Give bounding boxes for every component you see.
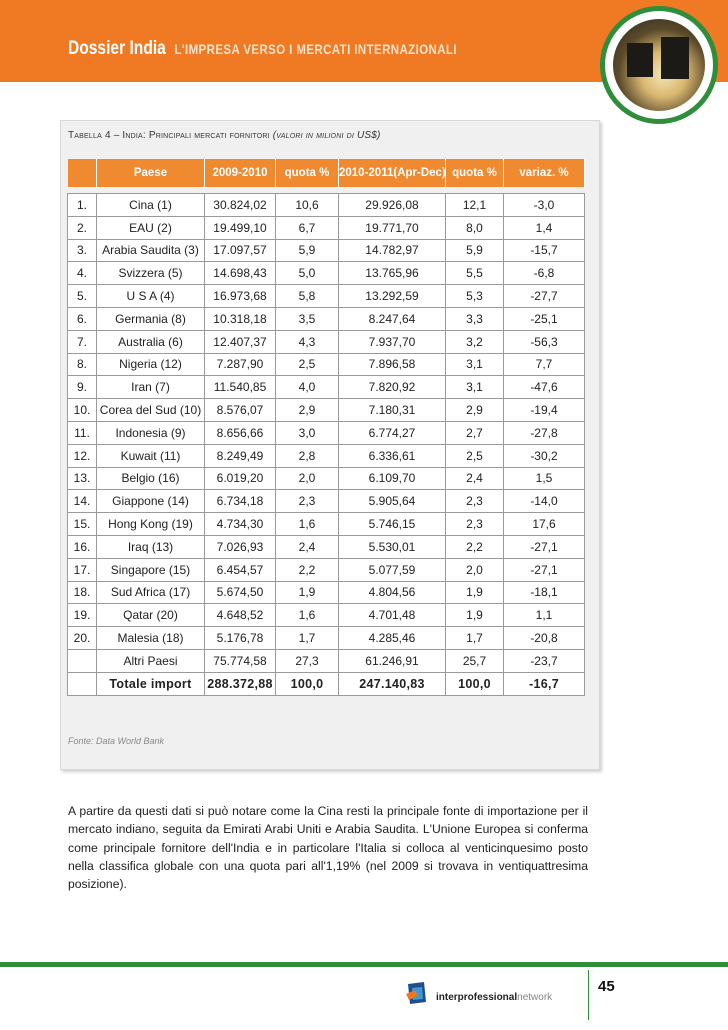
table-cell: 1,7 [446, 627, 504, 650]
table-cell: 8.656,66 [205, 421, 276, 444]
table-cell: Iran (7) [97, 376, 205, 399]
table-cell: 247.140,83 [339, 672, 446, 695]
table-cell: 4.804,56 [339, 581, 446, 604]
table-cell: 5.674,50 [205, 581, 276, 604]
page-header-title [68, 38, 457, 60]
source-note: Fonte: Data World Bank [68, 736, 165, 746]
table-cell: 6.336,61 [339, 444, 446, 467]
table-cell: 3,5 [276, 307, 339, 330]
table-cell: Iraq (13) [97, 535, 205, 558]
table-cell: Singapore (15) [97, 558, 205, 581]
table-header-row [68, 159, 585, 187]
table-cell: Malesia (18) [97, 627, 205, 650]
table-cell: Svizzera (5) [97, 262, 205, 285]
table-cell: 4.648,52 [205, 604, 276, 627]
table-cell: 61.246,91 [339, 649, 446, 672]
table-cell: 8.576,07 [205, 399, 276, 422]
footer-separator [588, 970, 589, 1020]
table-row [68, 649, 585, 672]
table-cell: -27,8 [504, 421, 585, 444]
table-cell: 17.097,57 [205, 239, 276, 262]
table-cell: 7.287,90 [205, 353, 276, 376]
table-cell: 3,1 [446, 353, 504, 376]
table-cell: 8,0 [446, 216, 504, 239]
table-caption [68, 130, 381, 141]
page-number: 45 [598, 978, 615, 995]
table-cell: 6. [68, 307, 97, 330]
table-cell: 7.026,93 [205, 535, 276, 558]
table-cell: 8. [68, 353, 97, 376]
table-cell: 1,7 [276, 627, 339, 650]
column-header: quota % [276, 159, 339, 187]
table-row [68, 353, 585, 376]
footer-brand [436, 992, 552, 1003]
table-cell: -15,7 [504, 239, 585, 262]
table-cell: Indonesia (9) [97, 421, 205, 444]
table-cell: -16,7 [504, 672, 585, 695]
table-cell: 10. [68, 399, 97, 422]
table-cell: -3,0 [504, 194, 585, 217]
table-row [68, 262, 585, 285]
table-row [68, 581, 585, 604]
table-row [68, 239, 585, 262]
table-cell: 288.372,88 [205, 672, 276, 695]
table-cell: 2,4 [276, 535, 339, 558]
table-cell: 1,6 [276, 513, 339, 536]
table-cell: Cina (1) [97, 194, 205, 217]
table-cell: Australia (6) [97, 330, 205, 353]
body-paragraph: A partire da questi dati si può notare come la Cina resti la principale fonte di importazione per il mercato indiano, seguita da Emirati Arabi Uniti e Arabia Saudita. L'Unione Europea si conferma come principale fornitore dell'India e in particolare l'Italia si colloca al venticinquesimo posto nella classifica globale con una quota pari all'1,19% (nel 2009 si trovava in ventiquattresima posizione). [68, 804, 588, 892]
table-cell: 5.176,78 [205, 627, 276, 650]
table-cell: -30,2 [504, 444, 585, 467]
table-row [68, 330, 585, 353]
table-cell: -14,0 [504, 490, 585, 513]
table-cell: -27,7 [504, 285, 585, 308]
table-cell: 75.774,58 [205, 649, 276, 672]
table-cell: 17. [68, 558, 97, 581]
table-cell: 5,3 [446, 285, 504, 308]
table-row [68, 604, 585, 627]
table-cell: 7.896,58 [339, 353, 446, 376]
table-cell: Qatar (20) [97, 604, 205, 627]
table-cell: 12,1 [446, 194, 504, 217]
table-cell: 7.937,70 [339, 330, 446, 353]
table-cell: 20. [68, 627, 97, 650]
table-cell: 6.734,18 [205, 490, 276, 513]
table-caption-label: Tabella 4 – India: Principali mercati fornitori [68, 130, 270, 141]
table-cell: 14.782,97 [339, 239, 446, 262]
interprofessional-logo-icon [406, 980, 428, 1006]
table-body [68, 187, 585, 695]
table-cell: 3. [68, 239, 97, 262]
table-cell: 6.774,27 [339, 421, 446, 444]
table-cell: 18. [68, 581, 97, 604]
table-cell: Arabia Saudita (3) [97, 239, 205, 262]
table-cell: 1,4 [504, 216, 585, 239]
table-cell: 6.109,70 [339, 467, 446, 490]
table-cell: Sud Africa (17) [97, 581, 205, 604]
photo-silhouette-right [661, 37, 689, 79]
table-cell: 2,3 [276, 490, 339, 513]
table-cell: 5,0 [276, 262, 339, 285]
header-title-main: Dossier India [68, 38, 166, 59]
table-cell: -47,6 [504, 376, 585, 399]
table-cell: 7.180,31 [339, 399, 446, 422]
table-cell: 2,5 [446, 444, 504, 467]
table-cell: 2,3 [446, 490, 504, 513]
table-cell: 9. [68, 376, 97, 399]
footer-brand-bold: interprofessional [436, 992, 518, 1003]
table-cell: -20,8 [504, 627, 585, 650]
table-row [68, 194, 585, 217]
table-row [68, 535, 585, 558]
table-cell: Giappone (14) [97, 490, 205, 513]
table-cell: 3,0 [276, 421, 339, 444]
table-cell: 19.771,70 [339, 216, 446, 239]
table-cell: 30.824,02 [205, 194, 276, 217]
table-cell: 5,8 [276, 285, 339, 308]
table-cell: 13.292,59 [339, 285, 446, 308]
column-header: quota % [446, 159, 504, 187]
table-cell: 3,2 [446, 330, 504, 353]
table-cell: 8.247,64 [339, 307, 446, 330]
table-cell: 14.698,43 [205, 262, 276, 285]
table-cell: -27,1 [504, 535, 585, 558]
table-cell: 12.407,37 [205, 330, 276, 353]
table-cell: 5.530,01 [339, 535, 446, 558]
column-header: 2010-2011(Apr-Dec) [339, 159, 446, 187]
table-cell: 2,9 [446, 399, 504, 422]
table-cell: 2,0 [276, 467, 339, 490]
table-cell: 10.318,18 [205, 307, 276, 330]
table-cell: 5.077,59 [339, 558, 446, 581]
table-cell: -18,1 [504, 581, 585, 604]
table-cell: Totale import [97, 672, 205, 695]
table-cell: Corea del Sud (10) [97, 399, 205, 422]
table-cell: 2,4 [446, 467, 504, 490]
table-cell: Altri Paesi [97, 649, 205, 672]
table-cell: 2,8 [276, 444, 339, 467]
table-cell: 11. [68, 421, 97, 444]
column-header: 2009-2010 [205, 159, 276, 187]
column-header: variaz. % [504, 159, 585, 187]
table-cell: 100,0 [446, 672, 504, 695]
table-cell: 16. [68, 535, 97, 558]
header-title-sub: L'IMPRESA VERSO I MERCATI INTERNAZIONALI [174, 41, 457, 57]
table-cell: 1,9 [446, 604, 504, 627]
table-cell: -56,3 [504, 330, 585, 353]
table-cell: -19,4 [504, 399, 585, 422]
table-caption-unit: (valori in milioni di US$) [272, 130, 381, 141]
table-cell: 2. [68, 216, 97, 239]
table-cell: 12. [68, 444, 97, 467]
table-cell: 17,6 [504, 513, 585, 536]
table-cell: 7. [68, 330, 97, 353]
table-cell: -27,1 [504, 558, 585, 581]
table-cell: 1,9 [276, 581, 339, 604]
footer-divider [0, 962, 728, 967]
table-cell: Germania (8) [97, 307, 205, 330]
table-cell: 27,3 [276, 649, 339, 672]
table-cell: 15. [68, 513, 97, 536]
table-row [68, 376, 585, 399]
table-cell: 10,6 [276, 194, 339, 217]
table-cell: 1,6 [276, 604, 339, 627]
table-cell: 6.454,57 [205, 558, 276, 581]
table-cell: 5,5 [446, 262, 504, 285]
table-cell: 4,0 [276, 376, 339, 399]
table-cell: 2,5 [276, 353, 339, 376]
table-cell: Belgio (16) [97, 467, 205, 490]
table-cell: 19.499,10 [205, 216, 276, 239]
table-cell: -23,7 [504, 649, 585, 672]
table-cell: 8.249,49 [205, 444, 276, 467]
table-cell: 4.734,30 [205, 513, 276, 536]
table-cell: 2,0 [446, 558, 504, 581]
table-row [68, 627, 585, 650]
photo-silhouette-left [627, 43, 653, 77]
column-header: Paese [97, 159, 205, 187]
table-cell: 29.926,08 [339, 194, 446, 217]
table-cell: 2,2 [276, 558, 339, 581]
table-row [68, 672, 585, 695]
table-cell: U S A (4) [97, 285, 205, 308]
footer-brand-light: network [517, 992, 553, 1003]
table-cell: 4,3 [276, 330, 339, 353]
table-cell: 1,9 [446, 581, 504, 604]
table-cell: -6,8 [504, 262, 585, 285]
table-cell: Nigeria (12) [97, 353, 205, 376]
table-cell: 2,7 [446, 421, 504, 444]
table-cell: 5.905,64 [339, 490, 446, 513]
table-cell: 14. [68, 490, 97, 513]
table-cell [68, 649, 97, 672]
table-row [68, 399, 585, 422]
table-cell: 6,7 [276, 216, 339, 239]
table-cell: 4.701,48 [339, 604, 446, 627]
table-cell [68, 672, 97, 695]
table-row [68, 307, 585, 330]
table-row [68, 467, 585, 490]
table-row [68, 421, 585, 444]
table-cell: 100,0 [276, 672, 339, 695]
table-cell: 2,9 [276, 399, 339, 422]
table-cell: 4.285,46 [339, 627, 446, 650]
header-photo-badge [600, 6, 718, 124]
table-cell: 7.820,92 [339, 376, 446, 399]
table-cell: -25,1 [504, 307, 585, 330]
table-cell: 7,7 [504, 353, 585, 376]
table-cell: 2,3 [446, 513, 504, 536]
table-row [68, 513, 585, 536]
table-cell: 1,1 [504, 604, 585, 627]
table-cell: 5,9 [276, 239, 339, 262]
table-cell: 4. [68, 262, 97, 285]
table-row [68, 490, 585, 513]
table-row [68, 444, 585, 467]
table-cell: 19. [68, 604, 97, 627]
table-cell: 3,3 [446, 307, 504, 330]
table-cell: 1,5 [504, 467, 585, 490]
table-cell: 6.019,20 [205, 467, 276, 490]
table-row [68, 285, 585, 308]
suppliers-table [67, 159, 585, 696]
table-row [68, 558, 585, 581]
table-cell: 2,2 [446, 535, 504, 558]
column-header [68, 159, 97, 187]
table-cell: Kuwait (11) [97, 444, 205, 467]
table-cell: 3,1 [446, 376, 504, 399]
table-cell: 16.973,68 [205, 285, 276, 308]
table-cell: Hong Kong (19) [97, 513, 205, 536]
table-cell: 5,9 [446, 239, 504, 262]
table-cell: 13.765,96 [339, 262, 446, 285]
table-cell: 25,7 [446, 649, 504, 672]
table-cell: 1. [68, 194, 97, 217]
table-row [68, 216, 585, 239]
table-cell: EAU (2) [97, 216, 205, 239]
table-cell: 5. [68, 285, 97, 308]
table-cell: 11.540,85 [205, 376, 276, 399]
table-cell: 13. [68, 467, 97, 490]
table-cell: 5.746,15 [339, 513, 446, 536]
